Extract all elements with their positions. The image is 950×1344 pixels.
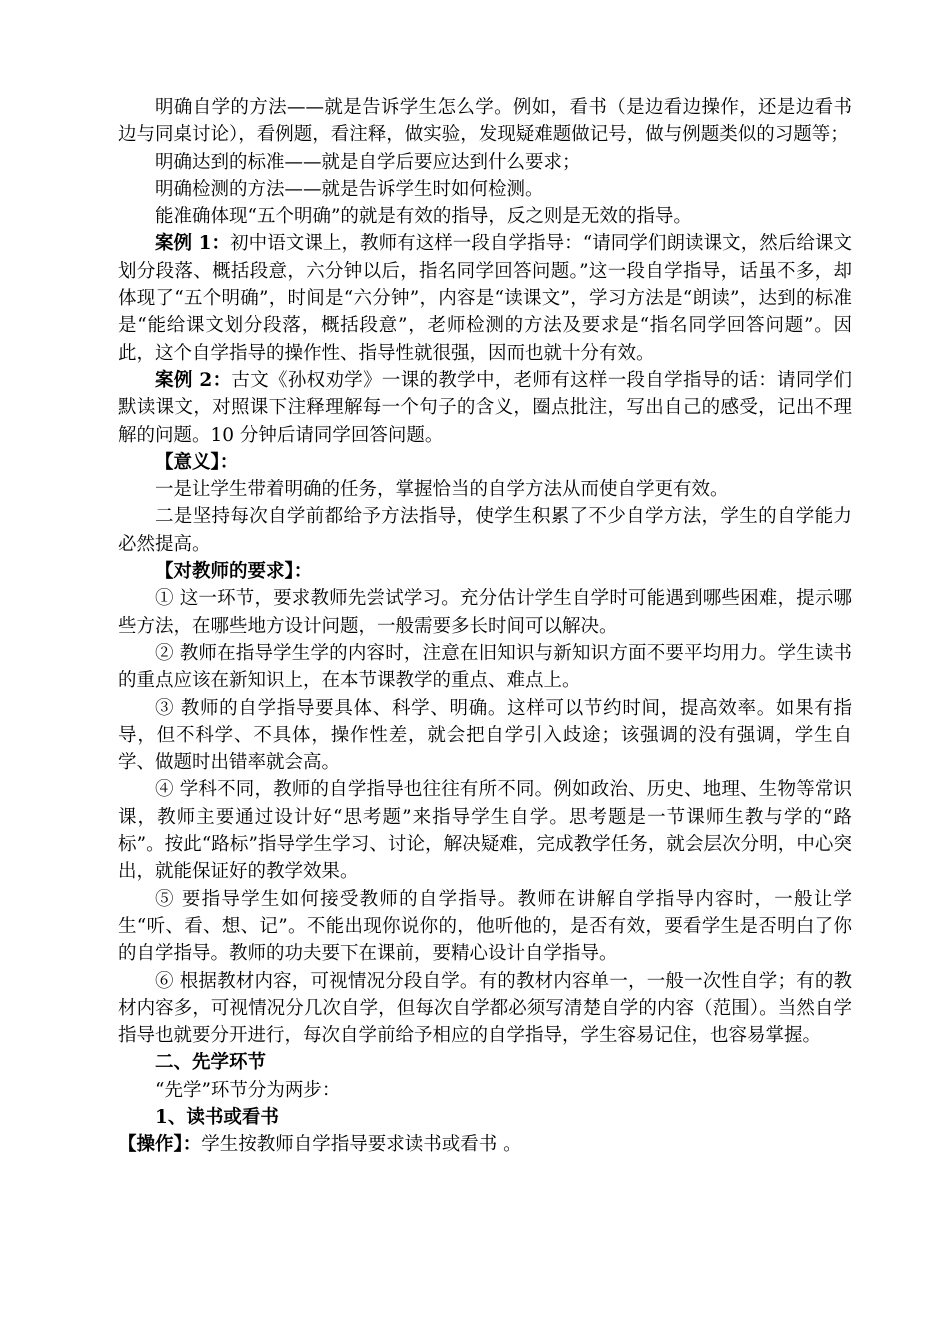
- paragraph-significance-1: [118, 476, 852, 503]
- paragraph-text: 古文《孙权劝学》一课的教学中，老师有这样一段自学指导的话：请同学们默读课文，对照课下注释理解每一个句子的含义，圈点批注，写出自己的感受，记出不理解的问题。10 分钟后请同学回答问题。: [118, 369, 852, 446]
- paragraph-text: 明确自学的方法——就是告诉学生怎么学。例如，看书（是边看边操作，还是边看书边与同桌讨论），看例题，看注释，做实验，发现疑难题做记号，做与例题类似的习题等；: [118, 97, 852, 146]
- heading-pre-learning: [118, 1049, 852, 1076]
- document-page: [118, 94, 852, 1159]
- operation-label: 【操作】：: [118, 1134, 202, 1156]
- heading-reading: [118, 1104, 852, 1131]
- paragraph-requirement-3: [118, 695, 852, 777]
- paragraph-text: ⑤ 要指导学生如何接受教师的自学指导。教师在讲解自学指导内容时，一般让学生“听、看、想、记”。不能出现你说你的，他听他的，是否有效，要看学生是否明白了你的自学指导。教师的功夫要下在课前，要精心设计自学指导。: [118, 888, 852, 965]
- paragraph-text: 明确检测的方法——就是告诉学生时如何检测。: [155, 178, 544, 200]
- subsection-heading: 1、读书或看书: [155, 1106, 279, 1128]
- paragraph-text: 一是让学生带着明确的任务，掌握恰当的自学方法从而使自学更有效。: [155, 479, 729, 501]
- heading-significance: [118, 449, 852, 476]
- paragraph-text: ① 这一环节，要求教师先尝试学习。充分估计学生自学时可能遇到哪些困难，提示哪些方法，在哪些地方设计问题，一般需要多长时间可以解决。: [118, 588, 852, 637]
- section-heading: 二、先学环节: [155, 1052, 267, 1074]
- heading-teacher-requirements: [118, 558, 852, 585]
- paragraph-text: “先学”环节分为两步：: [155, 1079, 341, 1101]
- paragraph-requirement-6: [118, 968, 852, 1050]
- paragraph-text: ⑥ 根据教材内容，可视情况分段自学。有的教材内容单一，一般一次性自学；有的教材内容多，可视情况分几次自学，但每次自学都必须写清楚自学的内容（范围）。当然自学指导也就要分开进行，每次自学前给予相应的自学指导，学生容易记住，也容易掌握。: [118, 970, 852, 1047]
- case-2-label: 案例 2：: [155, 369, 232, 391]
- paragraph-case-2: [118, 367, 852, 449]
- paragraph-significance-2: [118, 503, 852, 558]
- paragraph-requirement-4: [118, 776, 852, 885]
- paragraph-text: 初中语文课上，教师有这样一段自学指导：“请同学们朗读课文，然后给课文划分段落、概括段意，六分钟以后，指名同学回答问题。”这一段自学指导，话虽不多，却体现了“五个明确”，时间是“六分钟”，内容是“读课文”，学习方法是“朗读”，达到的标准是“能给课文划分段落，概括段意”，老师检测的方法及要求是“指名同学回答问题”。因此，这个自学指导的操作性、指导性就很强，因而也就十分有效。: [118, 233, 852, 364]
- paragraph-requirement-1: [118, 585, 852, 640]
- paragraph-text: ③ 教师的自学指导要具体、科学、明确。这样可以节约时间，提高效率。如果有指导，但不科学、不具体，操作性差，就会把自学引入歧途；该强调的没有强调，学生自学、做题时出错率就会高。: [118, 697, 852, 774]
- paragraph-text: ④ 学科不同，教师的自学指导也往往有所不同。例如政治、历史、地理、生物等常识课，教师主要通过设计好“思考题”来指导学生自学。思考题是一节课师生教与学的“路标”。按此“路标”指导学生学习、讨论，解决疑难，完成教学任务，就会层次分明，中心突出，就能保证好的教学效果。: [118, 779, 852, 883]
- paragraph-operation: [118, 1131, 852, 1158]
- paragraph-text: 学生按教师自学指导要求读书或看书 。: [201, 1134, 522, 1156]
- paragraph-case-1: [118, 230, 852, 366]
- teacher-requirements-label: 【对教师的要求】：: [155, 561, 313, 583]
- paragraph-self-study-method: [118, 94, 852, 149]
- paragraph-two-steps: [118, 1077, 852, 1104]
- paragraph-text: 能准确体现“五个明确”的就是有效的指导，反之则是无效的指导。: [155, 206, 692, 228]
- paragraph-requirement-5: [118, 886, 852, 968]
- paragraph-five-clear: [118, 203, 852, 230]
- paragraph-text: 二是坚持每次自学前都给予方法指导，使学生积累了不少自学方法，学生的自学能力必然提高。: [118, 506, 852, 555]
- paragraph-text: 明确达到的标准——就是自学后要应达到什么要求；: [155, 151, 581, 173]
- case-1-label: 案例 1：: [155, 233, 231, 255]
- paragraph-requirement-2: [118, 640, 852, 695]
- significance-label: 【意义】：: [155, 451, 239, 473]
- paragraph-detection: [118, 176, 852, 203]
- paragraph-standard: [118, 149, 852, 176]
- paragraph-text: ② 教师在指导学生学的内容时，注意在旧知识与新知识方面不要平均用力。学生读书的重点应该在新知识上，在本节课教学的重点、难点上。: [118, 642, 852, 692]
